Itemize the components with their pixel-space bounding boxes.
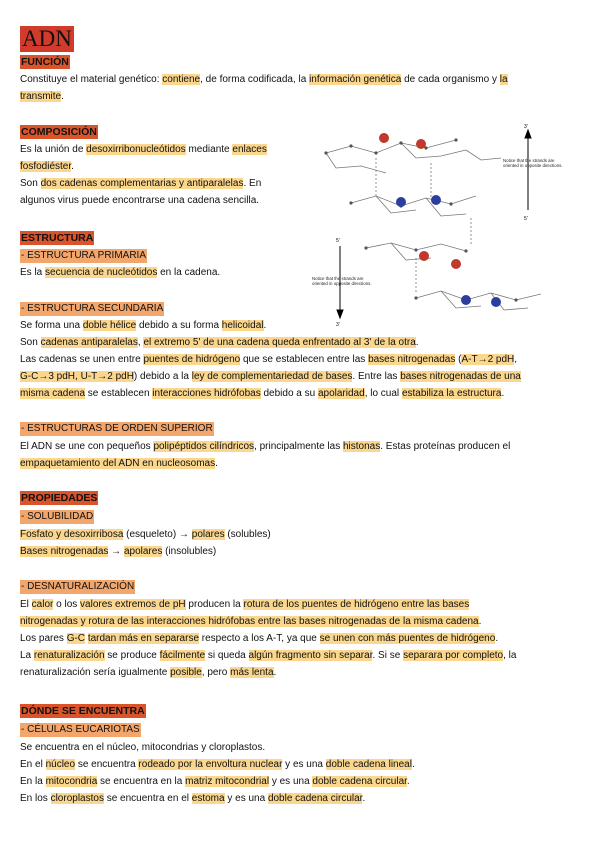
funcion-text	[20, 71, 580, 105]
text-run: .	[406, 776, 410, 787]
text-run: .	[411, 759, 415, 770]
text-run: de cada organismo y	[401, 74, 500, 85]
highlight: G-C→3 pdH, U-T→2 pdH	[20, 371, 134, 382]
text-run: .	[478, 616, 482, 627]
highlight: calor	[31, 599, 54, 610]
superior-text	[20, 438, 580, 472]
note-right	[503, 158, 565, 190]
highlight: información genética	[309, 74, 402, 85]
base-blue	[431, 195, 441, 205]
text-run: . Estas proteínas producen el	[380, 441, 511, 452]
note-text-right: Notice that the strands are oriented in opposite directions.	[503, 158, 563, 169]
highlight: nitrogenadas y rotura de las interacciones hidrófobas entre las bases nitrogenadas de la misma cadena	[20, 616, 479, 627]
subheading-eucariotas: - CÉLULAS EUCARIOTAS	[21, 724, 140, 735]
eucariotas-line	[20, 790, 580, 807]
text-run: si queda	[205, 650, 249, 661]
text-run: , pero	[201, 667, 231, 678]
text-run: El ADN se une con pequeños	[20, 441, 154, 452]
secundaria-text	[20, 317, 580, 402]
highlight: dos cadenas complementarias y antiparalelas	[40, 178, 244, 189]
solubilidad-line	[20, 526, 580, 543]
text-run: en la cadena.	[157, 267, 221, 278]
desnaturalizacion-line	[20, 664, 580, 681]
secundaria-line	[20, 351, 580, 368]
text-run: (insolubles)	[162, 546, 217, 557]
highlight: apolares	[123, 546, 163, 557]
text-run: En los	[20, 793, 51, 804]
heading-composicion: COMPOSICIÓN	[21, 126, 97, 138]
text-run: y es una	[224, 793, 268, 804]
highlight: A-T→2 pdH	[461, 354, 515, 365]
secundaria-line	[20, 334, 580, 351]
text-run: y es una	[269, 776, 313, 787]
text-run: , principalmente las	[254, 441, 343, 452]
highlight: tardan más en separarse	[87, 633, 199, 644]
base-blue	[461, 295, 471, 305]
text-run: y es una	[282, 759, 326, 770]
heading-propiedades: PROPIEDADES	[21, 492, 98, 504]
highlight: estoma	[191, 793, 225, 804]
highlight: matriz mitocondrial	[185, 776, 270, 787]
highlight: contiene	[162, 74, 201, 85]
desnaturalizacion-line	[20, 630, 580, 647]
text-run: .	[415, 337, 419, 348]
highlight: G-C	[66, 633, 86, 644]
text-run: .	[273, 667, 277, 678]
base-red	[379, 133, 389, 143]
highlight: secuencia de nucleótidos	[45, 267, 158, 278]
base-blue	[491, 297, 501, 307]
highlight: doble cadena lineal	[325, 759, 412, 770]
eucariotas-line	[20, 773, 580, 790]
highlight: núcleo	[45, 759, 76, 770]
desnaturalizacion-line	[20, 596, 580, 613]
highlight: mitocondria	[45, 776, 98, 787]
subheading-orden-superior: - ESTRUCTURAS DE ORDEN SUPERIOR	[21, 423, 213, 434]
text-run: La	[20, 650, 34, 661]
highlight: fácilmente	[159, 650, 206, 661]
funcion-line	[20, 71, 580, 88]
highlight: cadenas antiparalelas	[40, 337, 138, 348]
primaria-line	[20, 264, 580, 281]
highlight: valores extremos de pH	[80, 599, 186, 610]
composicion-line	[20, 175, 305, 192]
highlight: rotura de los puentes de hidrógeno entre las bases	[243, 599, 470, 610]
subheading-desnaturalizacion: - DESNATURALIZACIÓN	[21, 581, 135, 592]
text-run: .	[71, 161, 74, 172]
base-red	[416, 139, 426, 149]
text-run: , de forma codificada, la	[200, 74, 310, 85]
desnaturalizacion-line	[20, 613, 580, 630]
highlight: apolaridad	[317, 388, 365, 399]
eucariotas-text	[20, 739, 580, 807]
text-run: (esqueleto) →	[123, 529, 192, 540]
text-run: . Si se	[372, 650, 404, 661]
secundaria-line	[20, 385, 580, 402]
secundaria-line	[20, 368, 580, 385]
highlight: más lenta	[230, 667, 274, 678]
solubilidad-line	[20, 543, 580, 560]
text-run: .	[61, 91, 64, 102]
text-run: Es la	[20, 267, 46, 278]
highlight: polares	[191, 529, 225, 540]
text-run: respecto a los A-T, ya que	[199, 633, 320, 644]
highlight: estabiliza la estructura	[401, 388, 502, 399]
text-run: se establecen	[85, 388, 153, 399]
text-run: debido a su	[260, 388, 318, 399]
desnaturalizacion-text	[20, 596, 580, 681]
highlight: puentes de hidrógeno	[143, 354, 241, 365]
base-blue	[396, 197, 406, 207]
text-run: se encuentra en la	[97, 776, 186, 787]
text-run: , la	[503, 650, 517, 661]
text-run: Las cadenas se unen entre	[20, 354, 144, 365]
desnaturalizacion-line	[20, 647, 580, 664]
text-run: , lo cual	[364, 388, 402, 399]
text-run: ,	[137, 337, 144, 348]
text-run: .	[263, 320, 267, 331]
text-run: (solubles)	[224, 529, 271, 540]
highlight: posible	[170, 667, 202, 678]
text-run: .	[362, 793, 366, 804]
highlight: fosfodiéster	[20, 161, 72, 172]
text-run: ) debido a la	[133, 371, 192, 382]
text-run: producen la	[185, 599, 244, 610]
label-3prime-left: 3'	[336, 322, 340, 328]
highlight: rodeado por la envoltura nuclear	[138, 759, 283, 770]
highlight: Bases nitrogenadas	[20, 546, 109, 557]
highlight: algún fragmento sin separar	[248, 650, 373, 661]
composicion-line	[20, 141, 305, 158]
subheading-solubilidad: - SOLUBILIDAD	[21, 511, 94, 522]
text-run: En el	[20, 759, 46, 770]
highlight: separara por completo	[403, 650, 504, 661]
highlight: enlaces	[232, 144, 267, 155]
primaria-text	[20, 264, 580, 281]
heading-estructura: ESTRUCTURA	[21, 232, 94, 244]
text-run: Los pares	[20, 633, 67, 644]
highlight: interacciones hidrófobas	[152, 388, 261, 399]
highlight: empaquetamiento del ADN en nucleosomas	[20, 458, 216, 469]
highlight: polipéptidos cilíndricos	[153, 441, 255, 452]
heading-donde: DÓNDE SE ENCUENTRA	[21, 705, 145, 717]
text-run: mediante	[185, 144, 233, 155]
text-run: Son	[20, 178, 41, 189]
text-run: .	[495, 633, 499, 644]
text-run: →	[108, 546, 124, 557]
highlight: renaturalización	[33, 650, 105, 661]
eucariotas-line	[20, 756, 580, 773]
text-run: ,	[514, 354, 518, 365]
superior-line	[20, 455, 580, 472]
base-red	[419, 251, 429, 261]
composicion-line	[20, 158, 305, 175]
highlight: el extremo 5' de una cadena queda enfrentado al 3' de la otra	[143, 337, 416, 348]
highlight: doble hélice	[82, 320, 137, 331]
highlight: doble cadena circular	[312, 776, 407, 787]
highlight: bases nitrogenadas	[368, 354, 456, 365]
highlight: bases nitrogenadas de una	[400, 371, 521, 382]
label-5prime-right: 5'	[524, 216, 528, 222]
funcion-line	[20, 88, 580, 105]
highlight: misma cadena	[20, 388, 86, 399]
text-run: o los	[53, 599, 81, 610]
subheading-secundaria: - ESTRUCTURA SECUNDARIA	[21, 303, 164, 314]
superior-line	[20, 438, 580, 455]
secundaria-line	[20, 317, 580, 334]
text-run: .	[215, 458, 218, 469]
highlight: se unen con más puentes de hidrógeno	[319, 633, 496, 644]
composicion-line: algunos virus puede encontrarse una cadena sencilla.	[20, 195, 260, 206]
composicion-text	[20, 141, 305, 209]
text-run: .	[501, 388, 505, 399]
highlight: transmite	[20, 91, 62, 102]
text-run: El	[20, 599, 32, 610]
page-title: ADN	[22, 26, 72, 51]
highlight: la	[499, 74, 508, 85]
heading-funcion: FUNCIÓN	[21, 56, 69, 68]
text-run: Es la unión de	[20, 144, 87, 155]
text-run: se produce	[104, 650, 160, 661]
text-run: Se forma una	[20, 320, 83, 331]
text-run: que se establecen entre las	[240, 354, 369, 365]
subheading-primaria: - ESTRUCTURA PRIMARIA	[21, 250, 147, 261]
text-run: (	[455, 354, 462, 365]
highlight: helicoidal	[221, 320, 264, 331]
dna-structure-figure	[306, 118, 568, 328]
highlight: ley de complementariedad de bases	[191, 371, 353, 382]
highlight: desoxirribonucleótidos	[86, 144, 186, 155]
text-run: Constituye el material genético:	[20, 74, 163, 85]
highlight: Fosfato y desoxirribosa	[20, 529, 124, 540]
eucariotas-line: Se encuentra en el núcleo, mitocondrias y cloroplastos.	[20, 742, 266, 753]
text-run: se encuentra en el	[103, 793, 192, 804]
highlight: cloroplastos	[50, 793, 104, 804]
note-text-left: Notice that the strands are oriented in opposite directions.	[312, 276, 372, 287]
text-run: En la	[20, 776, 46, 787]
label-5prime-left: 5'	[336, 238, 340, 244]
highlight: doble cadena circular	[267, 793, 363, 804]
text-run: se encuentra	[75, 759, 139, 770]
highlight: histonas	[343, 441, 381, 452]
text-run: renaturalización sería igualmente	[20, 667, 171, 678]
text-run: . Entre las	[352, 371, 401, 382]
text-run: . En	[243, 178, 262, 189]
text-run: debido a su forma	[136, 320, 222, 331]
label-3prime-right: 3'	[524, 124, 528, 130]
solubilidad-text	[20, 526, 580, 560]
text-run: Son	[20, 337, 41, 348]
